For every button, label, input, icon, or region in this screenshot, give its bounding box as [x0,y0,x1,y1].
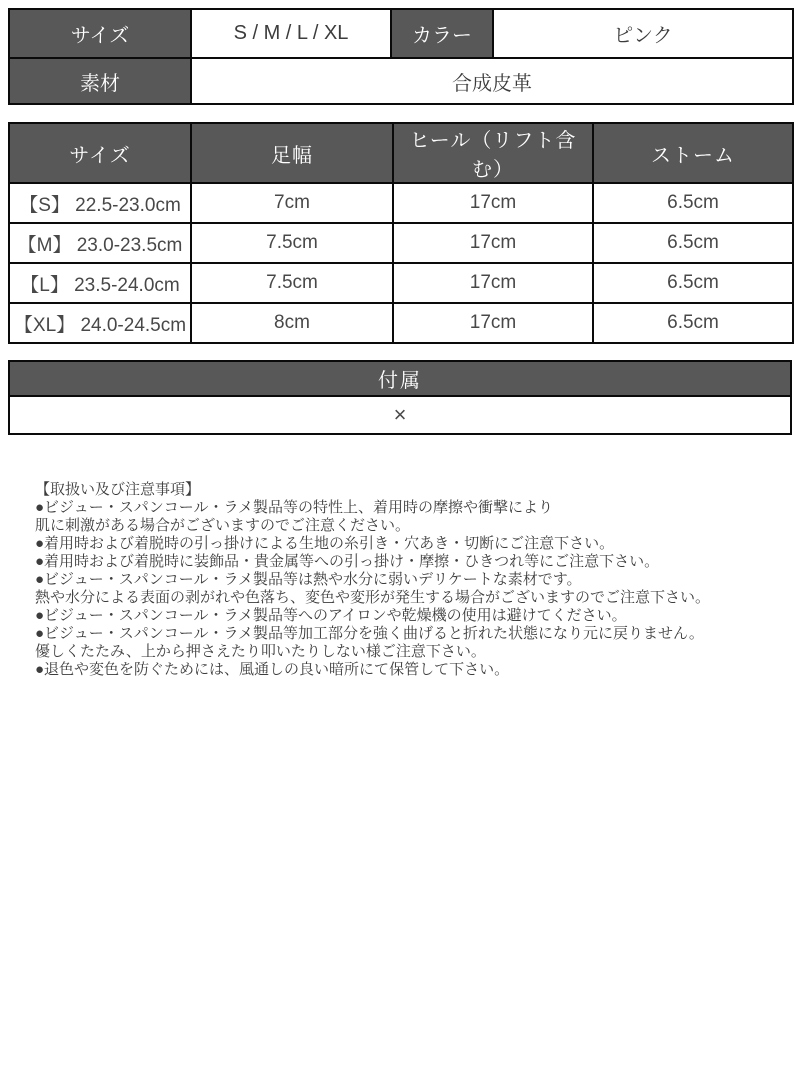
cell-size: 【M】 23.0-23.5cm [9,223,191,263]
cell-size: 【L】 23.5-24.0cm [9,263,191,303]
color-value-cell: ピンク [493,9,793,58]
handling-notes [8,481,792,679]
size-chart-row-s [9,183,793,223]
color-label-cell: カラー [391,9,493,58]
material-value-cell: 合成皮革 [191,58,793,104]
cell-storm: 6.5cm [593,223,793,263]
product-summary-table [8,8,794,105]
cell-storm: 6.5cm [593,183,793,223]
handling-note-line: 優しくたたみ、上から押さえたり叩いたりしない様ご注意下さい。 [35,643,486,660]
cell-foot-width: 7.5cm [191,223,393,263]
accessories-header-row [9,361,791,396]
cell-heel: 17cm [393,183,593,223]
summary-row-material [9,58,793,104]
size-chart-table [8,122,794,344]
cell-foot-width: 8cm [191,303,393,343]
cell-heel: 17cm [393,303,593,343]
cell-heel: 17cm [393,223,593,263]
cell-heel: 17cm [393,263,593,303]
cell-storm: 6.5cm [593,263,793,303]
cell-foot-width: 7cm [191,183,393,223]
handling-note-line: 熱や水分による表面の剥がれや色落ち、変色や変形が発生する場合がございますのでご注意下さい。 [35,589,711,606]
handling-notes-title: 【取扱い及び注意事項】 [35,481,201,498]
accessories-value-row [9,396,791,434]
handling-note-line: ●着用時および着脱時に装飾品・貴金属等への引っ掛け・摩擦・ひきつれ等にご注意下さい。 [35,553,660,570]
handling-note-line: ●ビジュー・スパンコール・ラメ製品等は熱や水分に弱いデリケートな素材です。 [35,571,582,588]
size-chart-header-foot-width: 足幅 [191,123,393,183]
size-chart-row-l [9,263,793,303]
size-value-cell: S / M / L / XL [191,9,391,58]
handling-note-line: ●ビジュー・スパンコール・ラメ製品等加工部分を強く曲げると折れた状態になり元に戻りません。 [35,625,704,642]
size-label-cell: サイズ [9,9,191,58]
material-label-cell: 素材 [9,58,191,104]
size-chart-row-xl [9,303,793,343]
handling-note-line: ●ビジュー・スパンコール・ラメ製品等へのアイロンや乾燥機の使用は避けてください。 [35,607,627,624]
cell-size: 【XL】 24.0-24.5cm [9,303,191,343]
handling-note-line: 肌に刺激がある場合がございますのでご注意ください。 [35,517,411,534]
size-chart-header-row [9,123,793,183]
cell-foot-width: 7.5cm [191,263,393,303]
size-chart-header-heel: ヒール（リフト含む） [393,123,593,183]
handling-note-line: ●着用時および着脱時の引っ掛けによる生地の糸引き・穴あき・切断にご注意下さい。 [35,535,615,552]
summary-row-size-color [9,9,793,58]
size-chart-header-storm: ストーム [593,123,793,183]
handling-note-line: ●ビジュー・スパンコール・ラメ製品等の特性上、着用時の摩擦や衝撃により [35,499,554,516]
cell-storm: 6.5cm [593,303,793,343]
size-chart-row-m [9,223,793,263]
cell-size: 【S】 22.5-23.0cm [9,183,191,223]
accessories-value-cell: × [9,396,791,434]
handling-note-line: ●退色や変色を防ぐためには、風通しの良い暗所にて保管して下さい。 [35,661,510,678]
size-chart-header-size: サイズ [9,123,191,183]
accessories-header-cell: 付属 [9,361,791,396]
accessories-table [8,360,792,435]
